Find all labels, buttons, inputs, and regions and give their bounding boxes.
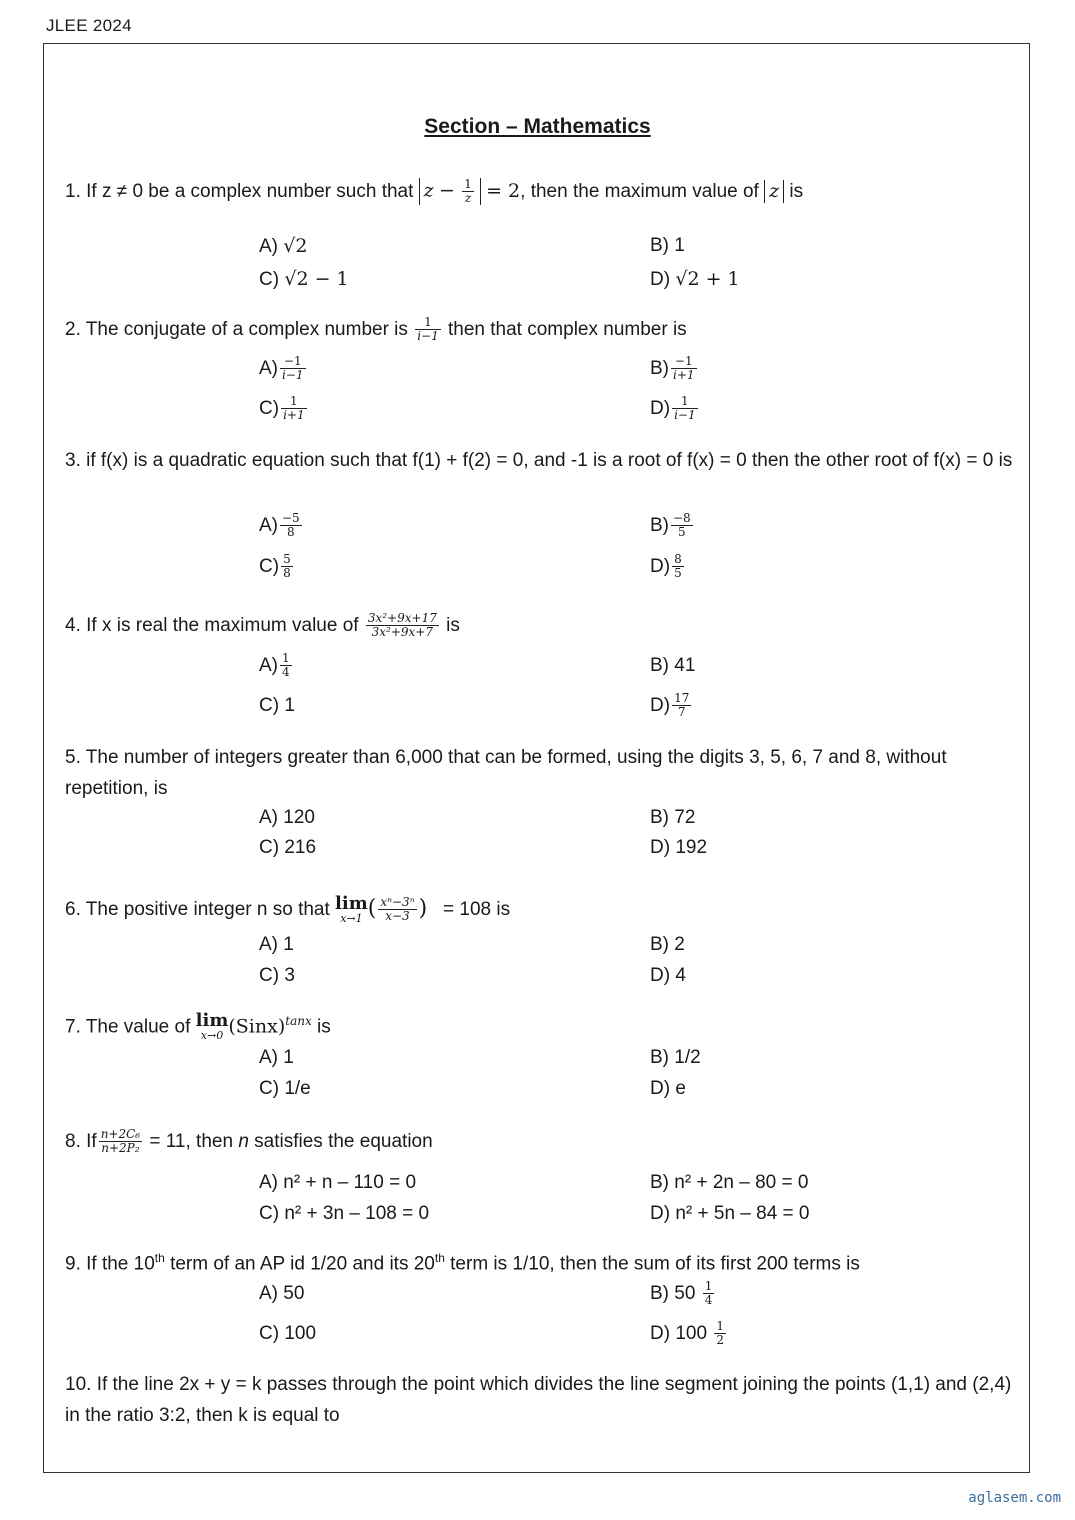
option-3c: C) $\frac{5}{8}$: [259, 552, 291, 581]
option-6d: D) 4: [650, 965, 686, 986]
option-2c: C) $\frac{1}{i+1}$: [259, 394, 305, 423]
option-2b: B) $\frac{-1}{i+1}$: [650, 354, 695, 383]
option-1c: C) √2 − 1: [259, 268, 349, 290]
option-1d: D) √2 + 1: [650, 268, 740, 290]
option-1b: B) 1: [650, 235, 685, 256]
option-9c: C) 100: [259, 1323, 317, 1344]
question-8: 8. If $\frac{\text{n+2C₆}}{\text{n+2P₂}}$ = 11, then n satisfies the equation: [65, 1127, 433, 1156]
abs-expression: z − $\frac{1}{z}$: [419, 178, 481, 205]
option-8a: A) n² + n – 110 = 0: [259, 1172, 417, 1193]
option-9b: B) 50 $\frac{1}{4}$: [650, 1279, 713, 1308]
option-3d: D) $\frac{8}{5}$: [650, 552, 682, 581]
option-6b: B) 2: [650, 934, 685, 955]
option-3b: B) $\frac{-8}{5}$: [650, 511, 691, 540]
question-5: 5. The number of integers greater than 6,000 that can be formed, using the digits 3, 5, 6, 7 and 8, without repetition, is: [65, 747, 947, 799]
option-5d: D) 192: [650, 837, 708, 858]
option-1a: A) √2: [259, 235, 308, 257]
question-6: 6. The positive integer n so that lim x→1 ( $\frac{\text{xⁿ−3ⁿ}}{x-3}$ ) = 108 is: [65, 892, 511, 925]
option-5c: C) 216: [259, 837, 317, 858]
question-9: 9. If the 10th term of an AP id 1/20 and its 20th term is 1/10, then the sum of its first 200 terms is: [65, 1251, 860, 1275]
option-4c: C) 1: [259, 695, 295, 716]
option-2d: D) $\frac{1}{i-1}$: [650, 394, 696, 423]
question-4: 4. If x is real the maximum value of $\frac{\text{3x²+9x+17}}{\text{3x²+9x+7}}$ is: [65, 611, 460, 640]
option-8c: C) n² + 3n – 108 = 0: [259, 1203, 430, 1224]
option-7d: D) e: [650, 1078, 686, 1099]
option-8b: B) n² + 2n – 80 = 0: [650, 1172, 809, 1193]
option-5a: A) 120: [259, 807, 315, 828]
section-title: Section – Mathematics: [424, 115, 651, 138]
option-9d: D) 100 $\frac{1}{2}$: [650, 1319, 724, 1348]
option-7b: B) 1/2: [650, 1047, 701, 1068]
option-6a: A) 1: [259, 934, 294, 955]
footer-watermark: aglasem.com: [968, 1490, 1061, 1506]
option-4d: D) $\frac{17}{7}$: [650, 691, 690, 720]
question-1: 1. If z ≠ 0 be a complex number such that z − $\frac{1}{z}$ = 2, then the maximum value of z is: [65, 177, 804, 206]
option-4b: B) 41: [650, 655, 696, 676]
question-7: 7. The value of lim x→0 (Sinx)$^{tanx}$ is: [65, 1010, 331, 1043]
question-2: 2. The conjugate of a complex number is $\frac{1}{i-1}$ then that complex number is: [65, 315, 687, 344]
option-6c: C) 3: [259, 965, 295, 986]
question-3: 3. if f(x) is a quadratic equation such that f(1) + f(2) = 0, and -1 is a root of f(x) = 0 then the other root of f(x) = 0 is: [65, 450, 1013, 471]
option-7c: C) 1/e: [259, 1078, 311, 1099]
question-10: 10. If the line 2x + y = k passes through the point which divides the line segment joining the points (1,1) and (2,4) in the ratio 3:2, then k is equal to: [65, 1374, 1012, 1426]
option-8d: D) n² + 5n – 84 = 0: [650, 1203, 810, 1224]
option-7a: A) 1: [259, 1047, 294, 1068]
option-4a: A) $\frac{1}{4}$: [259, 651, 290, 680]
document-header: JLEE 2024: [46, 16, 132, 35]
option-9a: A) 50: [259, 1283, 305, 1304]
option-3a: A) $\frac{-5}{8}$: [259, 511, 300, 540]
option-2a: A) $\frac{-1}{i-1}$: [259, 354, 304, 383]
option-5b: B) 72: [650, 807, 696, 828]
limit-operator: lim x→1: [335, 892, 368, 925]
